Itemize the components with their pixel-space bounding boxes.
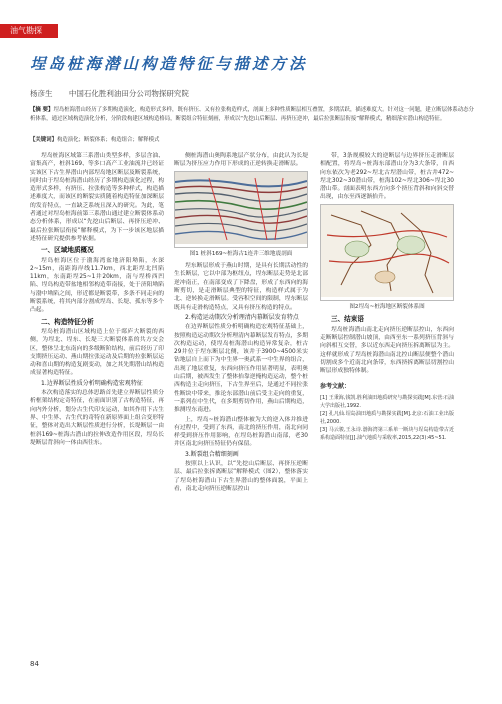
abstract: [30, 106, 475, 123]
author-line: [30, 88, 203, 99]
reference-item: [2] 孔凡仙.埕岛油田地质与勘探实践[M].北京:石油工业出版社,2000.: [320, 410, 454, 425]
figure-2-fault-map: [320, 204, 454, 301]
reference-item: [3] 马云骏,王永诗.渤海湾第三系单一断块与埕岛构造带古近系构造面特征[J].油气地质与采收率,2015,22(3):45~51.: [320, 426, 454, 441]
keywords-text: 构造演化；断裂体系；构造组合；解释模式: [56, 137, 160, 143]
section-1-paragraph: 埕岛桩海区位于渤海湾盆地济阳坳陷，水深2~15m，南距海岸线11.7km，西北距埕北凹陷11km，东南距埕25~1井20km，南与埕桥西凹陷、埕岛构造带盆地相邻构造带南接，处于济阳坳陷与渤中坳陷之间，形近都是断裂带，多条不同走向的断裂系统，将其内部分割成埕岛、长堤、孤东等多个凸起。: [30, 257, 164, 314]
column-1: [30, 152, 164, 448]
subsection-1-title: 1.边界断层性质分析明确构造宏观特征: [41, 379, 143, 387]
abstract-text: 埕岛桩海潜山经历了多期构造演化，构造形式多样，既有挤压、又有拉张构造样式，剖面上多种性质断层相互叠置，多期活跃，描述难度大。针对这一问题，建立断层体系动态分析体系，通过区域构造演化分析，分阶段构建区域构造格局，断裂组合特征刻画，形成以“先挖山后断层、再挤压逆冲，最后拉张断层衔接”解释模式，精细落实潜山构造特征。: [30, 107, 474, 122]
section-2-paragraph: 本次构造落实的总体思路首先建立界断层性质分析框架结构定奇特征，在前面识别了古构造特征，再向内外分析，划分古生代印支运动，如其作用下古生界、中生界、古生代的奇特在新原界面上组合变形特征，整体对造出大断层性质进行分析，长堤断层一由桩斜169~桩海古潜山的拉伸改造作用区段，埕岛长堤断层背斜向一体由西往东。: [30, 390, 164, 446]
page-number: 84: [30, 660, 39, 668]
intro-paragraph: 埕岛桩海区域第三系潜山类型多样，多层含油、富集高产，桩斜169、等多口高产工业油流井已经证实该区下古生界潜山内部埕岛地区断层及断裂系统，同时由于埕岛桩海潜山经历了多期构造演化过程，构造形式多样，有挤压、拉张构造等多种样式，构造描述难度大，而该区的断裂实质随着构造特征加深断层的发育特点，一直缺乏系统且深入的研究。为此，笔者通过对埕岛桩海前第三系潜山通过建立断裂体系动态分析体系，形成以“先挖山后断层、再挤压逆冲、最后拉张断层衔接”解释模式，为下一步该区地层描述特征研究提供参考依据。: [30, 153, 164, 242]
paragraph: 按照以上认识，以“先挖山后断层、再挤压逆断层、最后拉张拆离断层”解释模式（图2），整体落实了埕岛桩海潜山下古生界潜山的整体面貌，平面上看，南北走向挤压逆断层控山: [174, 461, 308, 492]
column-3: [320, 152, 454, 442]
section-2-paragraph: 埕岛桩海潜山区域构造上位于郯庐大断裂的西侧，为埕北、埕东、长堤三大断裂体系的共方交会区，整体呈北东南向的多级断阶结构，前后经历了印支期挤压运动、燕山期拉张运动及后期的拉张断层运动和喜山期的构造复剧变动，加之其先期潜山结构造成显著构造特征。: [30, 328, 164, 377]
section-1-title: 一、区域地质概况: [41, 246, 94, 255]
references: [320, 383, 454, 441]
abstract-label: 【摘 要】: [30, 107, 54, 113]
seismic-profile-image: [175, 172, 307, 244]
section-tag: 油气勘探: [0, 24, 58, 38]
section-3-title: 三、结束语: [331, 315, 364, 324]
paragraph: 上，埕岛~桩海潜山整体被为大的逆入体并推进有过程中，受到了东西，南北的挤压作用，南北向同样受到挤压作用影响，在埕岛桩海潜山南部，老30井区南北向挤压特征仍有保留。: [174, 416, 308, 448]
references-title: 参考文献：: [320, 383, 351, 391]
fault-system-map-image: [321, 205, 453, 297]
author-affiliation: 中国石化胜利油田分公司物探研究院: [68, 89, 189, 98]
reference-item: [1] 王秉海,钱凯.胜利油田地质研究与勘探实践[M].东营:石油大学出版社,1992.: [320, 394, 454, 409]
paragraph: 埕东断层形成于燕山时期，是具有长期活动性的生长断层，它以中部为枢纽点，埕东断层走势是北部逆冲南正，在南部变成了下降盘，形成了东西向的海断剪切，是走滑断层典型的特征，构造样式属于为北、逆转换走滑断层。受容积空间的限制，埕东断层既具有走滑构造特点，又具有挤压构造的特点。: [174, 263, 308, 311]
author-name: 杨彦生: [30, 89, 53, 98]
keywords: [30, 136, 475, 145]
column-2: [174, 152, 308, 494]
section-2-title: 二、构造特征分析: [41, 317, 94, 326]
paragraph: 带，3条规模较大的逆断层与边界挤压走滑断层相配置，将埕岛~桩海东部潜山分为3大条带，自西向东依次为老292~埕北古埕潜山带，桩古井472~埕北302~30潜山带，桩海102~埕北306~埕北30潜山带。剖面表明东西方向多个挤压背斜和向斜交替出现，由东至西逐渐抬升。: [320, 153, 454, 201]
paragraph: 侧桩海潜山奥陶系地层产状分布，由此认为长堤断层为挤压应力作用下形成的正逆转换走滑断层。: [174, 153, 308, 168]
article-title: 埕岛桩海潜山构造特征与描述方法: [30, 55, 308, 73]
keywords-label: 【关键词】: [30, 137, 57, 143]
paragraph: 在边界断层性质分析明确构造宏观特征基础上，按照构造运动期次分析理清内幕断层发育特点，多期次构造运动，使埕岛桩海潜山构造异常复杂，桩古29井位于埕东断层北侧，该井于3900~4500米实钻地层自上而下为中生界一奥武系一中生界的组合，出现了地层重复，东西向挤压作用显著明显，表明奥山后期，被西发生了整体抬靠逆掩构造运动，整个桩西构造主走向挤压，下古生界至后，是通过不同拉张性断块中带来，推论东部潜山前后受主走向的重复，一系列在中生代，在多期剪切作用，燕山后期构造，推测埕东南进。: [174, 324, 308, 414]
subsection-2-title: 2.构造运动期次分析理清内幕断层发育特点: [185, 313, 299, 321]
subsection-3-title: 3.断裂组合精细刻画: [185, 450, 239, 458]
figure-2-caption: 图2埕岛~桩海地区断裂体系图: [349, 304, 425, 311]
figure-1-seismic-section: [174, 171, 308, 248]
section-3-paragraph: 埕岛桩海潜山南北走向挤压逆断层控山，东西向走断断层控制潜山坡顶，由西至东一系列挤压背斜与向斜相互交替，多以近东西走向挤压拆离断层为主。这样就形成了埕岛桩海潜山南北控山断层便整个潜山切割成多个近南北向条带，东西挤拆离断层切割控山断层形成独特体制。: [320, 326, 454, 375]
figure-1-caption: 图1 桩斜169~桩海古1连井三维地震剖面: [189, 250, 293, 257]
